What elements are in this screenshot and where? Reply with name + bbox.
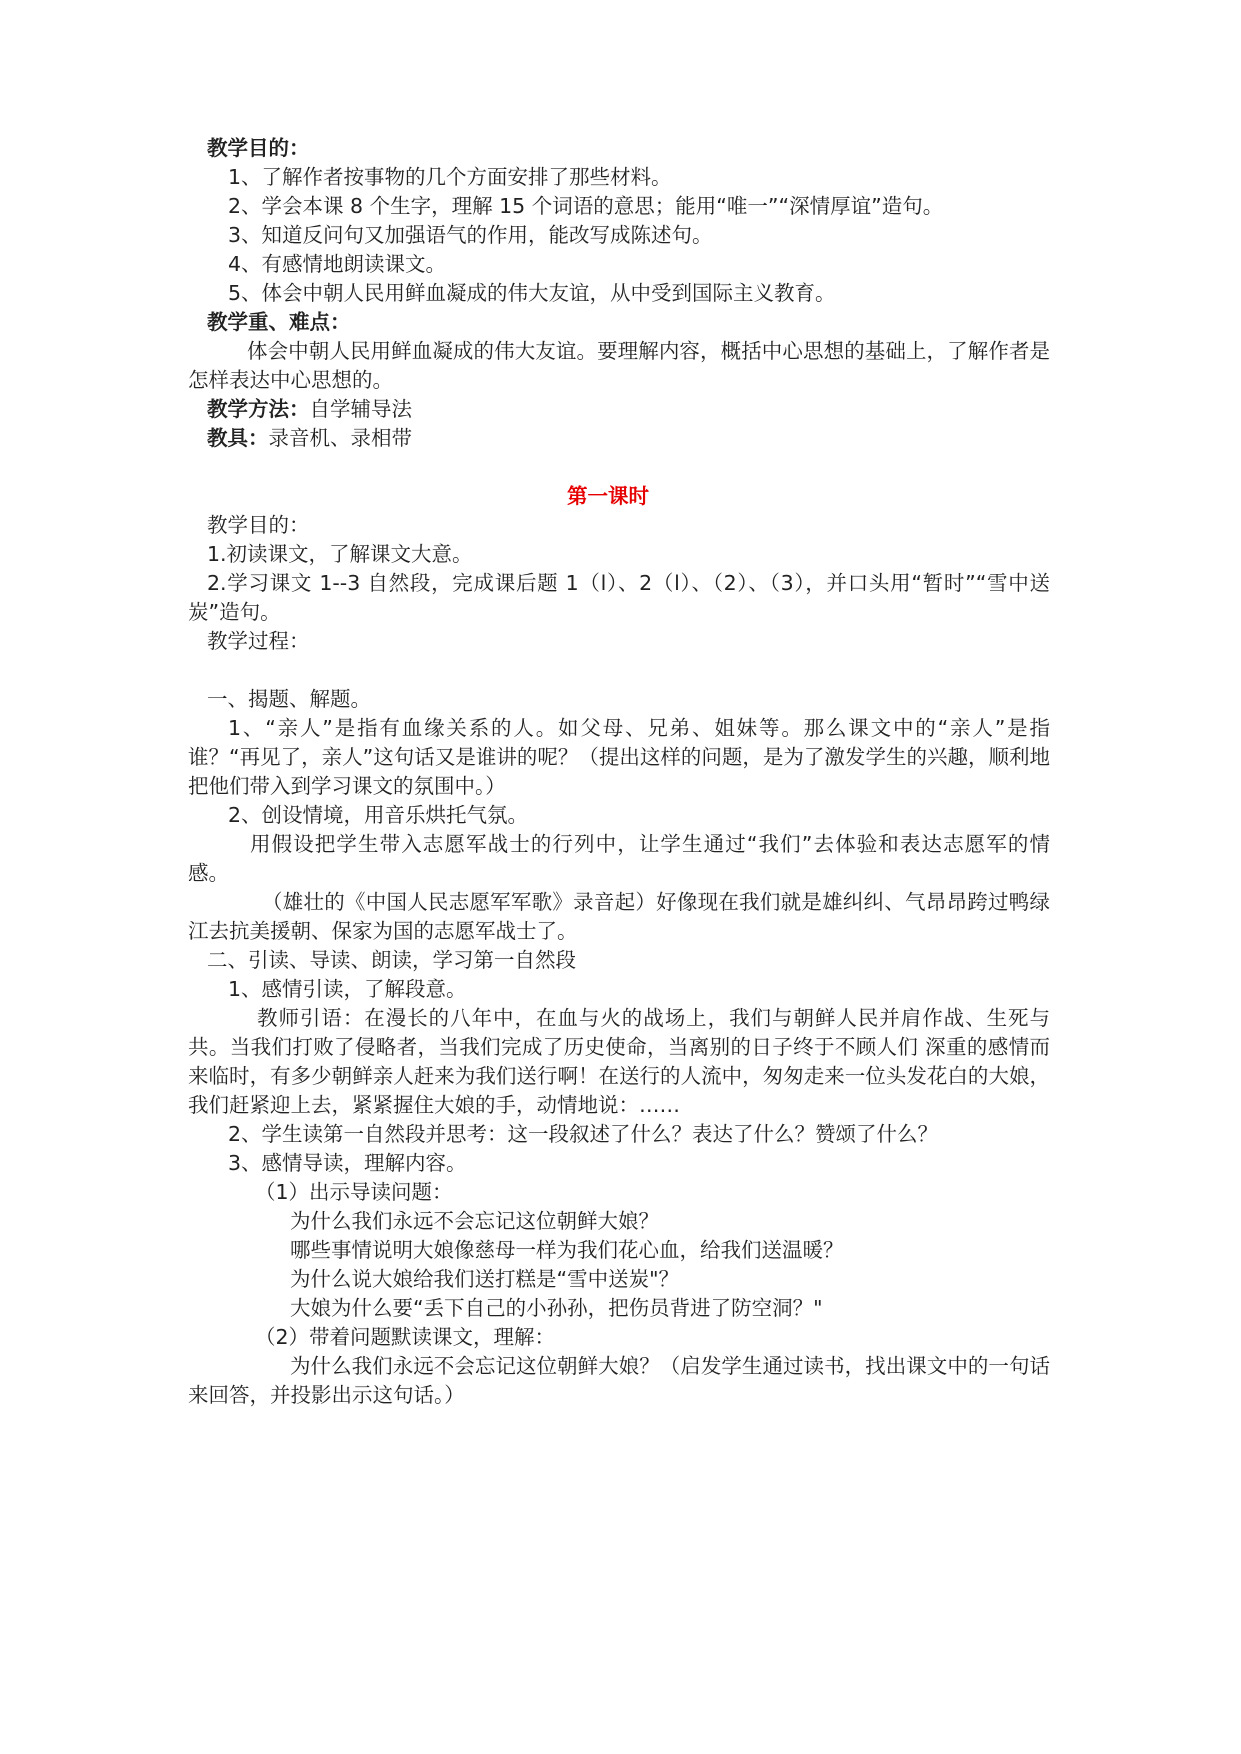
paragraph: 2、创设情境，用音乐烘托气氛。 (228, 803, 529, 827)
section-heading: 二、引读、导读、朗读，学习第一自然段 (207, 948, 576, 972)
objective-item: 2、学会本课 8 个生字，理解 15 个词语的意思；能用“唯一”“深情厚谊”造句。 (228, 194, 944, 218)
tools-line (188, 424, 1050, 453)
paragraph: 3、感情导读，理解内容。 (228, 1151, 467, 1175)
question-item: 哪些事情说明大娘像慈母一样为我们花心血，给我们送温暖？ (290, 1238, 844, 1262)
lesson-objective: 1.初读课文，了解课文大意。 (207, 542, 473, 566)
paragraph: 用假设把学生带入志愿军战士的行列中，让学生通过“我们”去体验和表达志愿军的情感。 (188, 832, 1050, 885)
key-points-text: 体会中朝人民用鲜血凝成的伟大友谊。要理解内容，概括中心思想的基础上，了解作者是怎样表达中心思想的。 (188, 339, 1050, 392)
method-value: 自学辅导法 (309, 397, 412, 421)
objective-item: 5、体会中朝人民用鲜血凝成的伟大友谊，从中受到国际主义教育。 (228, 281, 836, 305)
spacer (188, 453, 1050, 482)
lesson-objectives-heading: 教学目的： (207, 513, 310, 537)
sub-heading: （2）带着问题默读课文，理解： (255, 1325, 556, 1349)
sub-heading: （1）出示导读问题： (255, 1180, 453, 1204)
paragraph: 1、感情引读，了解段意。 (228, 977, 467, 1001)
method-label: 教学方法： (207, 397, 310, 421)
lesson-title: 第一课时 (567, 484, 649, 508)
method-line (188, 395, 1050, 424)
objectives-heading: 教学目的： (207, 136, 310, 160)
key-points-heading: 教学重、难点： (207, 310, 351, 334)
tools-label: 教具： (207, 426, 269, 450)
objective-item: 1、了解作者按事物的几个方面安排了那些材料。 (228, 165, 672, 189)
question-item: 大娘为什么要“丢下自己的小孙孙，把伤员背进了防空洞？" (290, 1296, 823, 1320)
process-heading: 教学过程： (207, 629, 310, 653)
objective-item: 3、知道反问句又加强语气的作用，能改写成陈述句。 (228, 223, 713, 247)
paragraph: 2、学生读第一自然段并思考：这一段叙述了什么？表达了什么？赞颂了什么？ (228, 1122, 939, 1146)
section-heading: 一、揭题、解题。 (207, 687, 371, 711)
question-item: 为什么说大娘给我们送打糕是“雪中送炭"？ (290, 1267, 680, 1291)
document-page (188, 134, 1050, 1410)
lesson-objective: 2.学习课文 1--3 自然段，完成课后题 1（l）、2（l）、（2）、（3），并口头用“暂时”“雪中送炭”造句。 (188, 571, 1050, 624)
paragraph: 1、“亲人”是指有血缘关系的人。如父母、兄弟、姐妹等。那么课文中的“亲人”是指谁？“再见了，亲人”这句话又是谁讲的呢？（提出这样的问题，是为了激发学生的兴趣，顺利地把他们带入到学习课文的氛围中。） (188, 716, 1050, 798)
paragraph: 为什么我们永远不会忘记这位朝鲜大娘？（启发学生通过读书，找出课文中的一句话来回答，并投影出示这句话。） (188, 1354, 1050, 1407)
question-item: 为什么我们永远不会忘记这位朝鲜大娘？ (290, 1209, 659, 1233)
paragraph: （雄壮的《中国人民志愿军军歌》录音起）好像现在我们就是雄纠纠、气昂昂跨过鸭绿江去抗美援朝、保家为国的志愿军战士了。 (188, 890, 1050, 943)
paragraph: 教师引语：在漫长的八年中，在血与火的战场上，我们与朝鲜人民并肩作战、生死与共。当我们打败了侵略者，当我们完成了历史使命，当离别的日子终于不顾人们 深重的感情而来临时，有多少朝鲜亲人赶来为我们送行啊！在送行的人流中，匆匆走来一位头发花白的大娘，我们赶紧迎上去，紧紧握住大娘的手，动情地说：…… (188, 1006, 1050, 1117)
spacer (188, 656, 1050, 685)
tools-value: 录音机、录相带 (268, 426, 412, 450)
objective-item: 4、有感情地朗读课文。 (228, 252, 447, 276)
